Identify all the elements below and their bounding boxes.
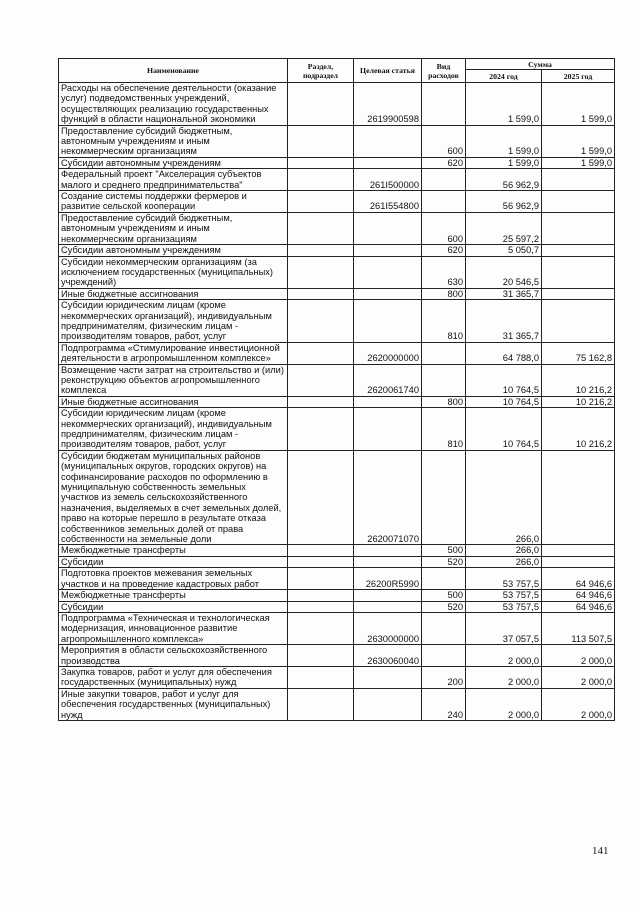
cell-vid: 520 bbox=[422, 601, 466, 612]
cell-section bbox=[288, 590, 354, 601]
cell-vid: 630 bbox=[422, 256, 466, 288]
cell-2025 bbox=[542, 191, 615, 213]
cell-2025 bbox=[542, 169, 615, 191]
table-row bbox=[59, 612, 615, 644]
cell-vid bbox=[422, 169, 466, 191]
cell-vid bbox=[422, 364, 466, 396]
cell-section bbox=[288, 545, 354, 556]
cell-2025: 2 000,0 bbox=[542, 688, 615, 720]
cell-target bbox=[354, 212, 422, 244]
cell-section bbox=[288, 191, 354, 213]
cell-target bbox=[354, 666, 422, 688]
cell-section bbox=[288, 157, 354, 168]
cell-name: Возмещение части затрат на строительство и (или) реконструкцию объектов агропромышленного комплекса bbox=[59, 364, 288, 396]
cell-2025 bbox=[542, 212, 615, 244]
cell-section bbox=[288, 601, 354, 612]
cell-target bbox=[354, 590, 422, 601]
header-target: Целевая статья bbox=[354, 59, 422, 83]
cell-target bbox=[354, 157, 422, 168]
cell-target: 2620000000 bbox=[354, 342, 422, 364]
budget-table bbox=[58, 58, 615, 721]
table-row bbox=[59, 245, 615, 256]
cell-name: Субсидии bbox=[59, 556, 288, 567]
cell-2024: 5 050,7 bbox=[466, 245, 542, 256]
cell-section bbox=[288, 612, 354, 644]
cell-section bbox=[288, 396, 354, 407]
cell-vid bbox=[422, 342, 466, 364]
page-number: 141 bbox=[592, 845, 609, 857]
cell-name: Иные бюджетные ассигнования bbox=[59, 396, 288, 407]
cell-section bbox=[288, 688, 354, 720]
cell-target bbox=[354, 300, 422, 343]
cell-section bbox=[288, 408, 354, 451]
cell-target bbox=[354, 396, 422, 407]
cell-target: 2630060040 bbox=[354, 645, 422, 667]
cell-2024: 1 599,0 bbox=[466, 83, 542, 126]
cell-vid bbox=[422, 645, 466, 667]
cell-name: Расходы на обеспечение деятельности (оказание услуг) подведомственных учреждений, осуществляющих реализацию государственных функций в области национальной экономики bbox=[59, 83, 288, 126]
table-row bbox=[59, 300, 615, 343]
cell-target: 2630000000 bbox=[354, 612, 422, 644]
cell-2025 bbox=[542, 450, 615, 545]
table-row bbox=[59, 645, 615, 667]
cell-2025: 113 507,5 bbox=[542, 612, 615, 644]
cell-2025: 1 599,0 bbox=[542, 157, 615, 168]
cell-2025 bbox=[542, 256, 615, 288]
cell-target bbox=[354, 688, 422, 720]
cell-section bbox=[288, 556, 354, 567]
table-row bbox=[59, 568, 615, 590]
cell-2024: 53 757,5 bbox=[466, 590, 542, 601]
table-row bbox=[59, 545, 615, 556]
cell-vid: 200 bbox=[422, 666, 466, 688]
cell-name: Предоставление субсидий бюджетным, автономным учреждениям и иным некоммерческим организациям bbox=[59, 212, 288, 244]
cell-2024: 20 546,5 bbox=[466, 256, 542, 288]
cell-2025: 10 216,2 bbox=[542, 364, 615, 396]
table-row bbox=[59, 590, 615, 601]
cell-section bbox=[288, 645, 354, 667]
cell-2025 bbox=[542, 300, 615, 343]
cell-2024: 53 757,5 bbox=[466, 568, 542, 590]
cell-vid: 810 bbox=[422, 408, 466, 451]
cell-2024: 2 000,0 bbox=[466, 666, 542, 688]
cell-2025: 75 162,8 bbox=[542, 342, 615, 364]
cell-2025 bbox=[542, 245, 615, 256]
table-row bbox=[59, 169, 615, 191]
cell-2024: 10 764,5 bbox=[466, 408, 542, 451]
cell-target bbox=[354, 288, 422, 299]
table-row bbox=[59, 556, 615, 567]
cell-target bbox=[354, 408, 422, 451]
cell-target: 2619900598 bbox=[354, 83, 422, 126]
cell-name: Субсидии некоммерческим организациям (за исключением государственных (муниципальных) учреждений) bbox=[59, 256, 288, 288]
cell-2025: 64 946,6 bbox=[542, 601, 615, 612]
cell-target bbox=[354, 125, 422, 157]
cell-2025: 1 599,0 bbox=[542, 83, 615, 126]
cell-target: 261I500000 bbox=[354, 169, 422, 191]
cell-target bbox=[354, 545, 422, 556]
cell-name: Межбюджетные трансферты bbox=[59, 545, 288, 556]
header-name: Наименование bbox=[59, 59, 288, 83]
cell-vid bbox=[422, 450, 466, 545]
table-row bbox=[59, 256, 615, 288]
cell-target: 2620071070 bbox=[354, 450, 422, 545]
table-row bbox=[59, 342, 615, 364]
cell-vid: 620 bbox=[422, 245, 466, 256]
cell-vid: 810 bbox=[422, 300, 466, 343]
cell-target: 261I554800 bbox=[354, 191, 422, 213]
cell-section bbox=[288, 83, 354, 126]
cell-2025: 2 000,0 bbox=[542, 666, 615, 688]
cell-name: Субсидии bbox=[59, 601, 288, 612]
cell-target bbox=[354, 256, 422, 288]
cell-2024: 266,0 bbox=[466, 545, 542, 556]
cell-2025: 2 000,0 bbox=[542, 645, 615, 667]
cell-2025 bbox=[542, 556, 615, 567]
cell-vid: 600 bbox=[422, 125, 466, 157]
cell-vid: 520 bbox=[422, 556, 466, 567]
cell-name: Иные закупки товаров, работ и услуг для обеспечения государственных (муниципальных) нужд bbox=[59, 688, 288, 720]
cell-2024: 25 597,2 bbox=[466, 212, 542, 244]
cell-2024: 10 764,5 bbox=[466, 364, 542, 396]
cell-target bbox=[354, 245, 422, 256]
cell-vid bbox=[422, 191, 466, 213]
cell-2024: 10 764,5 bbox=[466, 396, 542, 407]
table-row bbox=[59, 288, 615, 299]
cell-2025: 64 946,6 bbox=[542, 568, 615, 590]
cell-target bbox=[354, 601, 422, 612]
cell-name: Субсидии автономным учреждениям bbox=[59, 157, 288, 168]
cell-2025: 10 216,2 bbox=[542, 408, 615, 451]
cell-2024: 31 365,7 bbox=[466, 288, 542, 299]
cell-vid bbox=[422, 83, 466, 126]
cell-2025 bbox=[542, 288, 615, 299]
cell-target bbox=[354, 556, 422, 567]
cell-section bbox=[288, 169, 354, 191]
table-row bbox=[59, 450, 615, 545]
cell-name: Подготовка проектов межевания земельных участков и на проведение кадастровых работ bbox=[59, 568, 288, 590]
cell-vid: 800 bbox=[422, 396, 466, 407]
table-body bbox=[59, 83, 615, 721]
cell-vid: 620 bbox=[422, 157, 466, 168]
table-row bbox=[59, 666, 615, 688]
cell-name: Субсидии бюджетам муниципальных районов (муниципальных округов, городских округов) на софинансирование расходов по оформлению в муниципальную собственность земельных участков из земель сельскохозяйственного назначения, выделяемых в счет земельных долей, право на которые перешло в результате отказа собственников земельных долей от права собственности на земельные доли bbox=[59, 450, 288, 545]
cell-section bbox=[288, 666, 354, 688]
cell-section bbox=[288, 568, 354, 590]
cell-2024: 266,0 bbox=[466, 450, 542, 545]
cell-2024: 64 788,0 bbox=[466, 342, 542, 364]
cell-vid: 500 bbox=[422, 590, 466, 601]
cell-2024: 2 000,0 bbox=[466, 688, 542, 720]
cell-name: Межбюджетные трансферты bbox=[59, 590, 288, 601]
cell-vid: 240 bbox=[422, 688, 466, 720]
table-row bbox=[59, 157, 615, 168]
cell-vid bbox=[422, 612, 466, 644]
cell-name: Федеральный проект "Акселерация субъектов малого и среднего предпринимательства" bbox=[59, 169, 288, 191]
cell-vid: 800 bbox=[422, 288, 466, 299]
header-vid: Вид расходов bbox=[422, 59, 466, 83]
cell-section bbox=[288, 245, 354, 256]
cell-2025: 1 599,0 bbox=[542, 125, 615, 157]
cell-name: Субсидии юридическим лицам (кроме некоммерческих организаций), индивидуальным предпринимателям, физическим лицам - производителям товаров, работ, услуг bbox=[59, 408, 288, 451]
cell-2024: 1 599,0 bbox=[466, 125, 542, 157]
cell-section bbox=[288, 256, 354, 288]
cell-section bbox=[288, 125, 354, 157]
cell-vid bbox=[422, 568, 466, 590]
cell-2024: 1 599,0 bbox=[466, 157, 542, 168]
cell-vid: 600 bbox=[422, 212, 466, 244]
cell-name: Субсидии автономным учреждениям bbox=[59, 245, 288, 256]
cell-2024: 31 365,7 bbox=[466, 300, 542, 343]
cell-name: Подпрограмма «Стимулирование инвестиционной деятельности в агропромышленном комплексе» bbox=[59, 342, 288, 364]
table-row bbox=[59, 408, 615, 451]
cell-2024: 56 962,9 bbox=[466, 191, 542, 213]
table-row bbox=[59, 601, 615, 612]
cell-section bbox=[288, 288, 354, 299]
cell-2024: 56 962,9 bbox=[466, 169, 542, 191]
cell-2024: 266,0 bbox=[466, 556, 542, 567]
header-year-2024: 2024 год bbox=[466, 70, 542, 83]
cell-2025 bbox=[542, 545, 615, 556]
cell-name: Мероприятия в области сельскохозяйственного производства bbox=[59, 645, 288, 667]
table-row bbox=[59, 396, 615, 407]
cell-name: Создание системы поддержки фермеров и развитие сельской кооперации bbox=[59, 191, 288, 213]
cell-target: 2620061740 bbox=[354, 364, 422, 396]
cell-name: Закупка товаров, работ и услуг для обеспечения государственных (муниципальных) нужд bbox=[59, 666, 288, 688]
cell-name: Подпрограмма «Техническая и технологическая модернизация, инновационное развитие агропромышленного комплекса» bbox=[59, 612, 288, 644]
cell-section bbox=[288, 450, 354, 545]
cell-vid: 500 bbox=[422, 545, 466, 556]
cell-name: Субсидии юридическим лицам (кроме некоммерческих организаций), индивидуальным предпринимателям, физическим лицам - производителям товаров, работ, услуг bbox=[59, 300, 288, 343]
cell-section bbox=[288, 342, 354, 364]
header-section: Раздел, подраздел bbox=[288, 59, 354, 83]
header-sum: Сумма bbox=[466, 59, 615, 70]
cell-section bbox=[288, 300, 354, 343]
cell-2025: 10 216,2 bbox=[542, 396, 615, 407]
cell-target: 26200R5990 bbox=[354, 568, 422, 590]
table-row bbox=[59, 212, 615, 244]
table-row bbox=[59, 125, 615, 157]
cell-section bbox=[288, 364, 354, 396]
cell-2024: 2 000,0 bbox=[466, 645, 542, 667]
table-row bbox=[59, 364, 615, 396]
table-row bbox=[59, 191, 615, 213]
cell-name: Предоставление субсидий бюджетным, автономным учреждениям и иным некоммерческим организациям bbox=[59, 125, 288, 157]
table-row bbox=[59, 83, 615, 126]
cell-2024: 53 757,5 bbox=[466, 601, 542, 612]
cell-section bbox=[288, 212, 354, 244]
cell-2024: 37 057,5 bbox=[466, 612, 542, 644]
table-row bbox=[59, 688, 615, 720]
cell-name: Иные бюджетные ассигнования bbox=[59, 288, 288, 299]
header-year-2025: 2025 год bbox=[542, 70, 615, 83]
cell-2025: 64 946,6 bbox=[542, 590, 615, 601]
